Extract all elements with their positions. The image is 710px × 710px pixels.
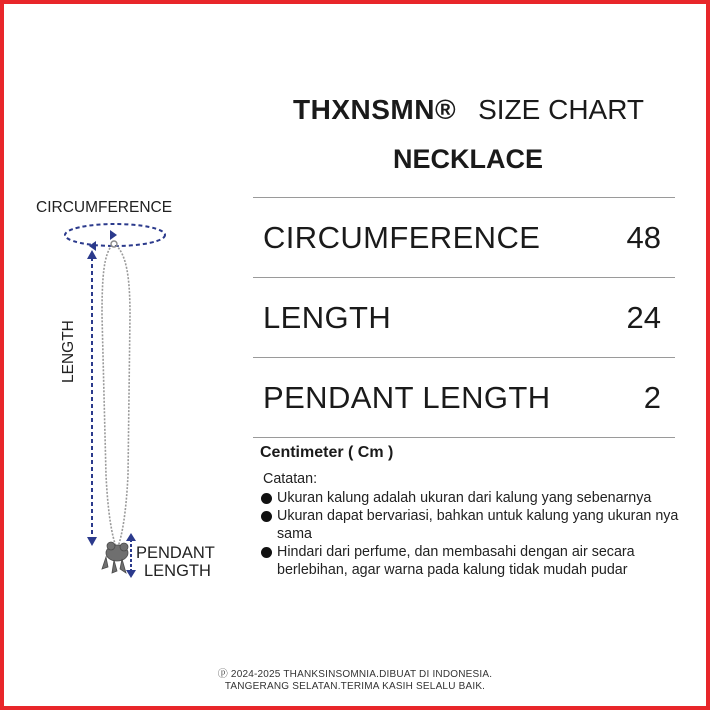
title-row [293, 94, 644, 126]
size-label: LENGTH [263, 300, 392, 335]
size-table [253, 197, 675, 438]
chain-left [102, 245, 116, 547]
note-item [260, 507, 690, 543]
size-row-length [253, 277, 675, 357]
size-row-pendant-length [253, 357, 675, 438]
pendant-icon [102, 542, 128, 573]
note-text: Ukuran dapat bervariasi, bahkan untuk kalung yang ukuran nya sama [277, 508, 679, 542]
pendant-label-line2: LENGTH [144, 562, 211, 580]
footer-line2: TANGERANG SELATAN.TERIMA KASIH SELALU BAIK. [224, 681, 486, 692]
circumference-arrowhead-icon [110, 230, 117, 240]
product-title: NECKLACE [392, 144, 543, 174]
chain-right [116, 245, 130, 547]
pendant-label-line1: PENDANT [136, 544, 215, 562]
unit-label: Centimeter ( Cm ) [260, 444, 394, 461]
necklace-diagram [30, 195, 240, 595]
circumference-label: CIRCUMFERENCE [36, 199, 173, 216]
note-text: Hindari dari perfume, dan membasahi dengan air secara berlebihan, agar warna pada kalung tidak mudah pudar [277, 544, 635, 578]
note-text: Ukuran kalung adalah ukuran dari kalung yang sebenarnya [277, 490, 652, 506]
pendant-arrow-down-icon [126, 570, 136, 578]
notes-list [260, 489, 690, 579]
size-label: CIRCUMFERENCE [263, 220, 541, 255]
notes-section [260, 470, 690, 579]
notes-title: Catatan: [263, 471, 318, 487]
pendant-length-label [136, 544, 215, 580]
length-arrow-down-icon [87, 537, 97, 546]
size-value: 2 [643, 380, 661, 415]
necklace-illustration [30, 195, 240, 595]
footer-line1: ⓟ 2024-2025 THANKSINSOMNIA.DIBUAT DI INDONESIA. [217, 669, 493, 680]
size-label: PENDANT LENGTH [263, 380, 551, 415]
size-value: 24 [626, 300, 661, 335]
chart-title: SIZE CHART [478, 94, 645, 125]
bullet-icon [261, 511, 272, 522]
bullet-icon [261, 547, 272, 558]
note-item [260, 543, 690, 579]
length-label: LENGTH [60, 320, 77, 383]
note-item [260, 489, 690, 507]
size-row-circumference [253, 197, 675, 277]
brand-name: THXNSMN® [293, 94, 457, 125]
pendant-arrow-up-icon [126, 533, 136, 541]
length-arrow-up-icon [87, 250, 97, 259]
circumference-arrowhead-icon [89, 241, 96, 251]
bullet-icon [261, 493, 272, 504]
size-value: 48 [626, 220, 661, 255]
footer [0, 669, 710, 693]
clasp-icon [111, 241, 117, 247]
